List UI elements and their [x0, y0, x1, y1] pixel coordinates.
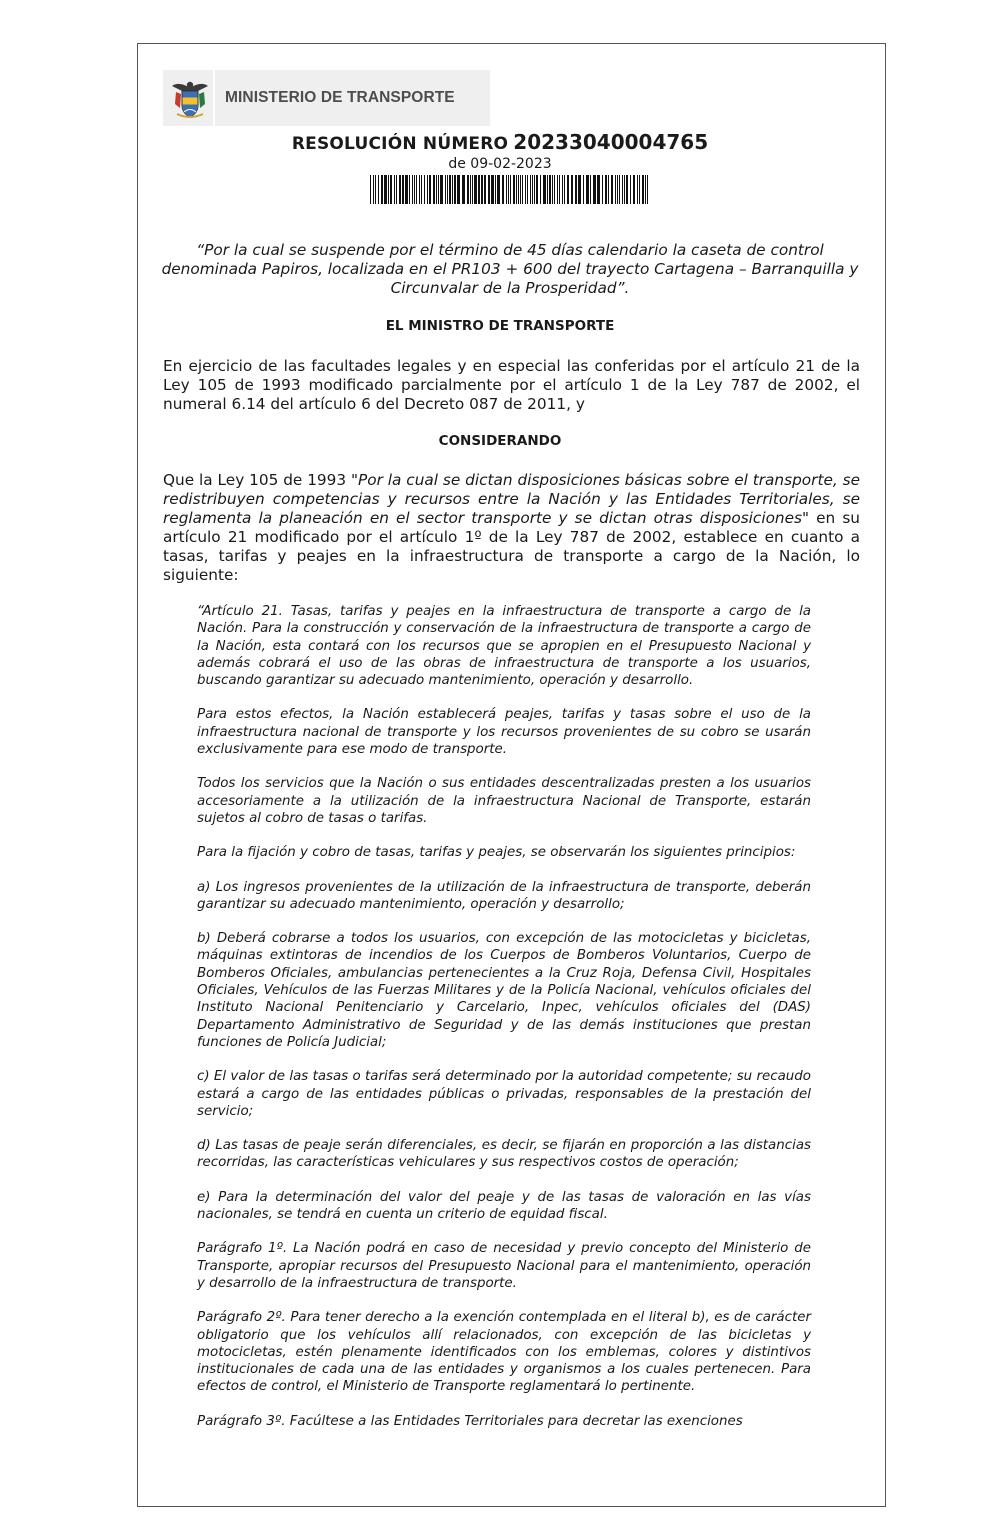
quote-paragraph: e) Para la determinación del valor del peaje y de las tasas de valoración en las vías nacionales, se tendrá en cuenta un criterio de equidad fiscal. [197, 1189, 811, 1223]
law-title: "Por la cual se dictan disposiciones básicas sobre el transporte, se redistribuyen competencias y recursos entre la Nación y las Entidades Territoriales, se reglamenta la planeación en el sector transporte y se dictan otras disposiciones" [163, 471, 860, 527]
quote-paragraph: “Artículo 21. Tasas, tarifas y peajes en la infraestructura de transporte a cargo de la Nación. Para la construcción y conservación de la infraestructura de transporte a cargo de la Nación, esta contará con los recursos que se apropien en el Presupuesto Nacional y además cobrará el uso de las obras de infraestructura de transporte a los usuarios, buscando garantizar su adecuado mantenimiento, operación y desarrollo. [197, 604, 811, 689]
ministry-logo [163, 70, 490, 126]
quote-paragraph: a) Los ingresos provenientes de la utilización de la infraestructura de transporte, deberán garantizar su adecuado mantenimiento, operación y desarrollo; [197, 879, 811, 912]
resolution-title [0, 130, 1000, 154]
minister-heading: EL MINISTRO DE TRANSPORTE [385, 318, 615, 334]
resolution-number: 20233040004765 [513, 130, 709, 154]
quote-paragraph: Para estos efectos, la Nación establecerá peajes, tarifas y tasas sobre el uso de la infraestructura nacional de transporte y los recursos provenientes de su cobro se usarán exclusivamente para ese modo de transporte. [197, 707, 811, 758]
quote-paragraph: c) El valor de las tasas o tarifas será determinado por la autoridad competente; su recaudo estará a cargo de las entidades públicas o privadas, responsables de la prestación del servicio; [197, 1069, 811, 1119]
quote-paragraph: d) Las tasas de peaje serán diferenciales, es decir, se fijarán en proporción a las distancias recorridas, las características vehiculares y sus respectivos costos de operación; [197, 1138, 811, 1171]
barcode-icon [370, 175, 652, 204]
quote-paragraph: Todos los servicios que la Nación o sus entidades descentralizadas presten a los usuarios accesoriamente a la utilización de la infraestructura Nacional de Transporte, estarán sujetos al cobro de tasas o tarifas. [197, 776, 811, 826]
quote-paragraph: Parágrafo 3º. Facúltese a las Entidades Territoriales para decretar las exenciones [197, 1413, 743, 1429]
colombia-coat-of-arms-icon [168, 76, 212, 120]
quote-paragraph: b) Deberá cobrarse a todos los usuarios, con excepción de las motocicletas y bicicletas, máquinas extintoras de incendios de los Cuerpos de Bomberos Voluntarios, Cuerpo de Bomberos Oficiales, ambulancias pertenecientes a la Cruz Roja, Defensa Civil, Hospitales Oficiales, Vehículos de las Fuerzas Militares y de la Policía Nacional, vehículos oficiales del Instituto Nacional Penitenciario y Carcelario, Inpec, vehículos oficiales del (DAS) Departamento Administrativo de Seguridad y de las demás instituciones que prestan funciones de Policía Judicial; [197, 931, 811, 1050]
resolution-date: de 09-02-2023 [448, 156, 552, 172]
resolution-subtitle: “Por la cual se suspende por el término de 45 días calendario la caseta de control denominada Papiros, localizada en el PR103 + 600 del trayecto Cartagena – Barranquilla y Circunvalar de la Prosperidad”. [161, 241, 859, 297]
considerando-heading: CONSIDERANDO [438, 433, 562, 449]
considerando-lead: Que la Ley 105 de 1993 [163, 471, 352, 489]
considerando-tail: en su artículo 21 modificado por el artículo 1º de la Ley 787 de 2002, establece en cuanto a tasas, tarifas y peajes en la infraestructura de transporte a cargo de la Nación, lo siguiente: [163, 509, 860, 584]
quote-paragraph: Parágrafo 1º. La Nación podrá en caso de necesidad y previo concepto del Ministerio de Transporte, apropiar recursos del Presupuesto Nacional para el mantenimiento, operación y desarrollo de la infraestructura de transporte. [197, 1241, 811, 1291]
resolution-label: RESOLUCIÓN NÚMERO [291, 134, 509, 154]
considerando-paragraph [163, 471, 860, 585]
quote-paragraph: Para la fijación y cobro de tasas, tarifas y peajes, se observarán los siguientes principios: [197, 845, 796, 861]
intro-paragraph: En ejercicio de las facultades legales y en especial las conferidas por el artículo 21 de la Ley 105 de 1993 modificado parcialmente por el artículo 1 de la Ley 787 de 2002, el numeral 6.14 del artículo 6 del Decreto 087 de 2011, y [163, 357, 860, 413]
quoted-article [197, 603, 811, 1447]
ministry-name: MINISTERIO DE TRANSPORTE [225, 89, 455, 106]
logo-divider [213, 70, 215, 126]
quote-paragraph: Parágrafo 2º. Para tener derecho a la exención contemplada en el literal b), es de carácter obligatorio que los vehículos allí relacionados, con excepción de las bicicletas y motocicletas, estén plenamente identificados con los emblemas, colores y distintivos institucionales de cada una de las entidades y organismos a los cuales pertenecen. Para efectos de control, el Ministerio de Transporte reglamentará lo pertinente. [197, 1310, 811, 1395]
